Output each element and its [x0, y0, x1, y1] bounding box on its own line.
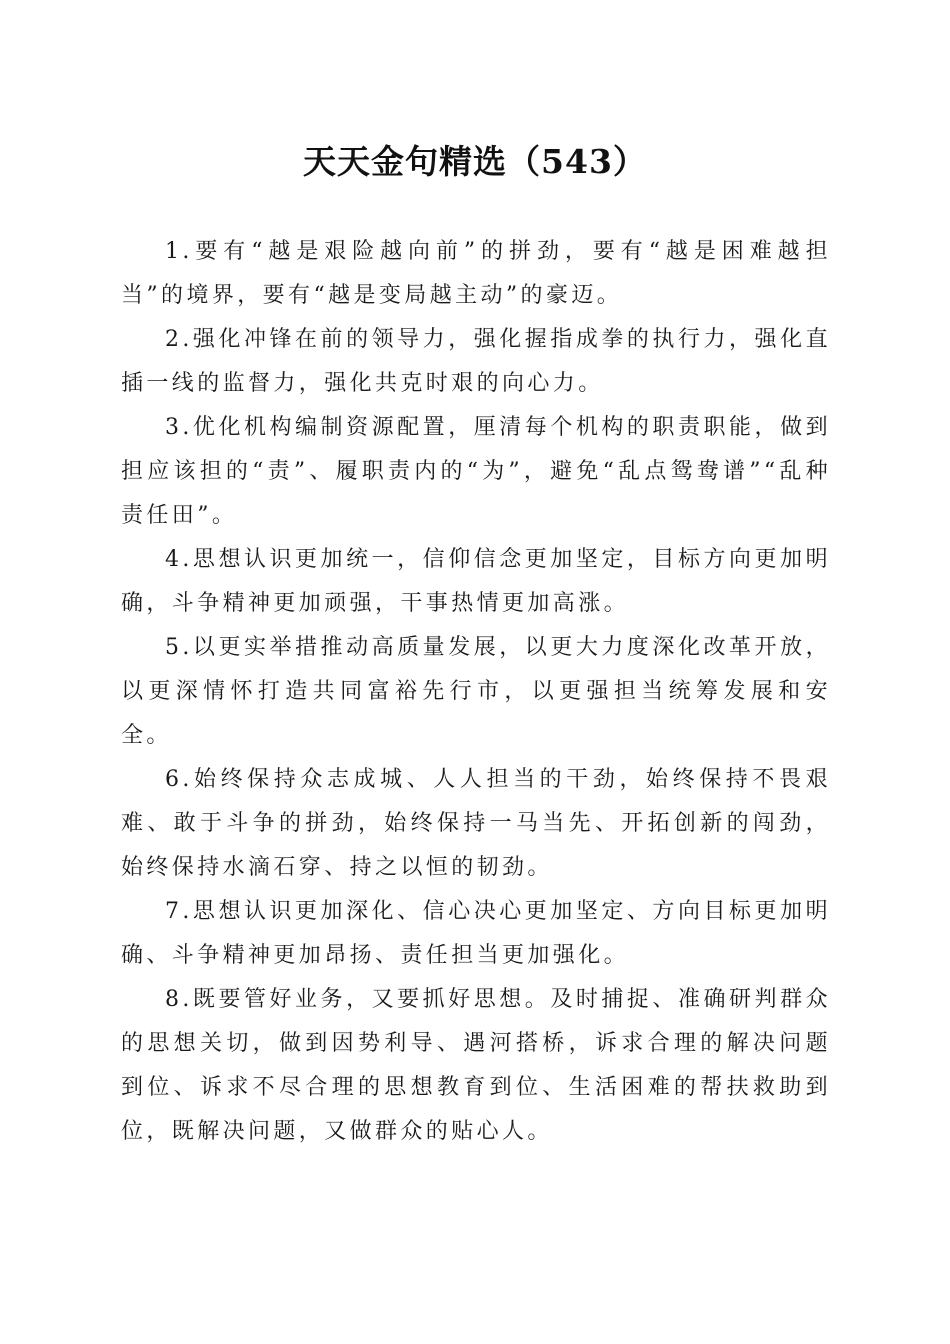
document-title: 天天金句精选（543）	[303, 142, 647, 181]
quote-item-1: 1.要有“越是艰险越向前”的拼劲，要有“越是困难越担当”的境界，要有“越是变局越主动”的豪迈。	[121, 239, 831, 308]
quote-item-4: 4.思想认识更加统一，信仰信念更加坚定，目标方向更加明确，斗争精神更加顽强，干事热情更加高涨。	[121, 547, 831, 616]
quote-item-5: 5.以更实举措推动高质量发展，以更大力度深化改革开放，以更深情怀打造共同富裕先行市，以更强担当统筹发展和安全。	[121, 635, 831, 748]
quote-item-8: 8.既要管好业务，又要抓好思想。及时捕捉、准确研判群众的思想关切，做到因势利导、遇河搭桥，诉求合理的解决问题到位、诉求不尽合理的思想教育到位、生活困难的帮扶救助到位，既解决问题，又做群众的贴心人。	[121, 987, 831, 1144]
quote-item-6: 6.始终保持众志成城、人人担当的干劲，始终保持不畏艰难、敢于斗争的拼劲，始终保持一马当先、开拓创新的闯劲，始终保持水滴石穿、持之以恒的韧劲。	[121, 767, 831, 880]
quote-item-2: 2.强化冲锋在前的领导力，强化握指成拳的执行力，强化直插一线的监督力，强化共克时艰的向心力。	[121, 327, 831, 396]
quote-item-7: 7.思想认识更加深化、信心决心更加坚定、方向目标更加明确、斗争精神更加昂扬、责任担当更加强化。	[121, 899, 831, 968]
quote-item-3: 3.优化机构编制资源配置，厘清每个机构的职责职能，做到担应该担的“责”、履职责内的“为”，避免“乱点鸳鸯谱”“乱种责任田”。	[121, 415, 831, 528]
document-body	[121, 230, 831, 1154]
